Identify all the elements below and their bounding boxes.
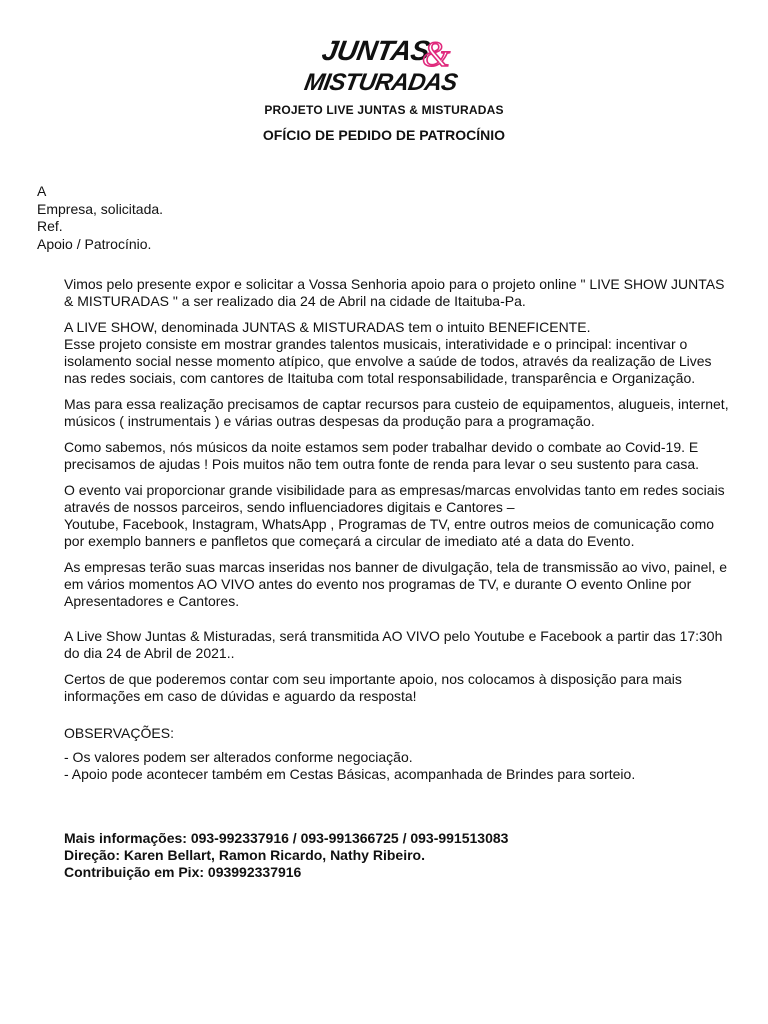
contact-block: [64, 830, 508, 881]
body-paragraph: O evento vai proporcionar grande visibilidade para as empresas/marcas envolvidas tanto em redes sociais através de nossos parceiros, sendo influenciadores digitais e Cantores – Youtube, Facebook, Instagram, WhatsApp , Programas de TV, entre outros meios de comunicação como por exemplo banners e panfletos que começará a circular de imediato até a data do Evento.: [64, 482, 725, 549]
body-paragraph: A Live Show Juntas & Misturadas, será transmitida AO VIVO pelo Youtube e Facebook a partir das 17:30h do dia 24 de Abril de 2021..: [64, 628, 723, 661]
contact-phones: Mais informações: 093-992337916 / 093-991366725 / 093-991513083: [64, 830, 509, 846]
juntas-misturadas-logo: [300, 30, 460, 98]
addressee-line: A: [37, 183, 47, 199]
body-paragraph: Certos de que poderemos contar com seu importante apoio, nos colocamos à disposição para mais informações em caso de dúvidas e aguardo da resposta!: [64, 671, 682, 704]
addressee-line: Empresa, solicitada.: [37, 200, 164, 217]
addressee-line: Apoio / Patrocínio.: [37, 235, 152, 252]
addressee-line: Ref.: [37, 218, 63, 234]
observation-item: - Apoio pode acontecer também em Cestas Básicas, acompanhada de Brindes para sorteio.: [64, 766, 636, 782]
body-paragraph: A LIVE SHOW, denominada JUNTAS & MISTURADAS tem o intuito BENEFICENTE. Esse projeto consiste em mostrar grandes talentos musicais, interatividade e o principal: incentivar o isolamento social nesse momento atípico, que envolve a saúde de todos, através da realização de Lives nas redes sociais, com cantores de Itaituba com total responsabilidade, transparência e Organização.: [64, 319, 712, 386]
logo-graphic: [300, 30, 460, 98]
project-title: PROJETO LIVE JUNTAS & MISTURADAS: [264, 103, 504, 117]
addressee-block: [37, 183, 163, 253]
body-paragraph: Vimos pelo presente expor e solicitar a Vossa Senhoria apoio para o projeto online " LIVE SHOW JUNTAS & MISTURADAS " a ser realizado dia 24 de Abril na cidade de Itaituba-Pa.: [64, 276, 725, 309]
logo-line1: JUNTAS: [319, 34, 433, 66]
body-paragraph: As empresas terão suas marcas inseridas nos banner de divulgação, tela de transmissão ao vivo, painel, e em vários momentos AO VIVO antes do evento nos programas de TV, e durante O evento Online por Apresentadores e Cantores.: [64, 559, 728, 609]
document-title: OFÍCIO DE PEDIDO DE PATROCÍNIO: [262, 127, 506, 143]
body-paragraph: Como sabemos, nós músicos da noite estamos sem poder trabalhar devido o combate ao Covid-19. E precisamos de ajudas ! Pois muitos não tem outra fonte de renda para levar o seu sustento para casa.: [64, 439, 700, 472]
observation-item: - Os valores podem ser alterados conforme negociação.: [64, 749, 413, 765]
logo-line2: MISTURADAS: [302, 69, 460, 96]
logo-ampersand: &: [422, 34, 451, 74]
contact-pix: Contribuição em Pix: 093992337916: [64, 864, 302, 880]
letter-body: [64, 276, 732, 783]
contact-direction: Direção: Karen Bellart, Ramon Ricardo, Nathy Ribeiro.: [64, 847, 425, 863]
observations-title: OBSERVAÇÕES:: [64, 725, 174, 741]
body-paragraph: Mas para essa realização precisamos de captar recursos para custeio de equipamentos, alugueis, internet, músicos ( instrumentais ) e várias outras despesas da produção para a programação.: [64, 396, 729, 429]
